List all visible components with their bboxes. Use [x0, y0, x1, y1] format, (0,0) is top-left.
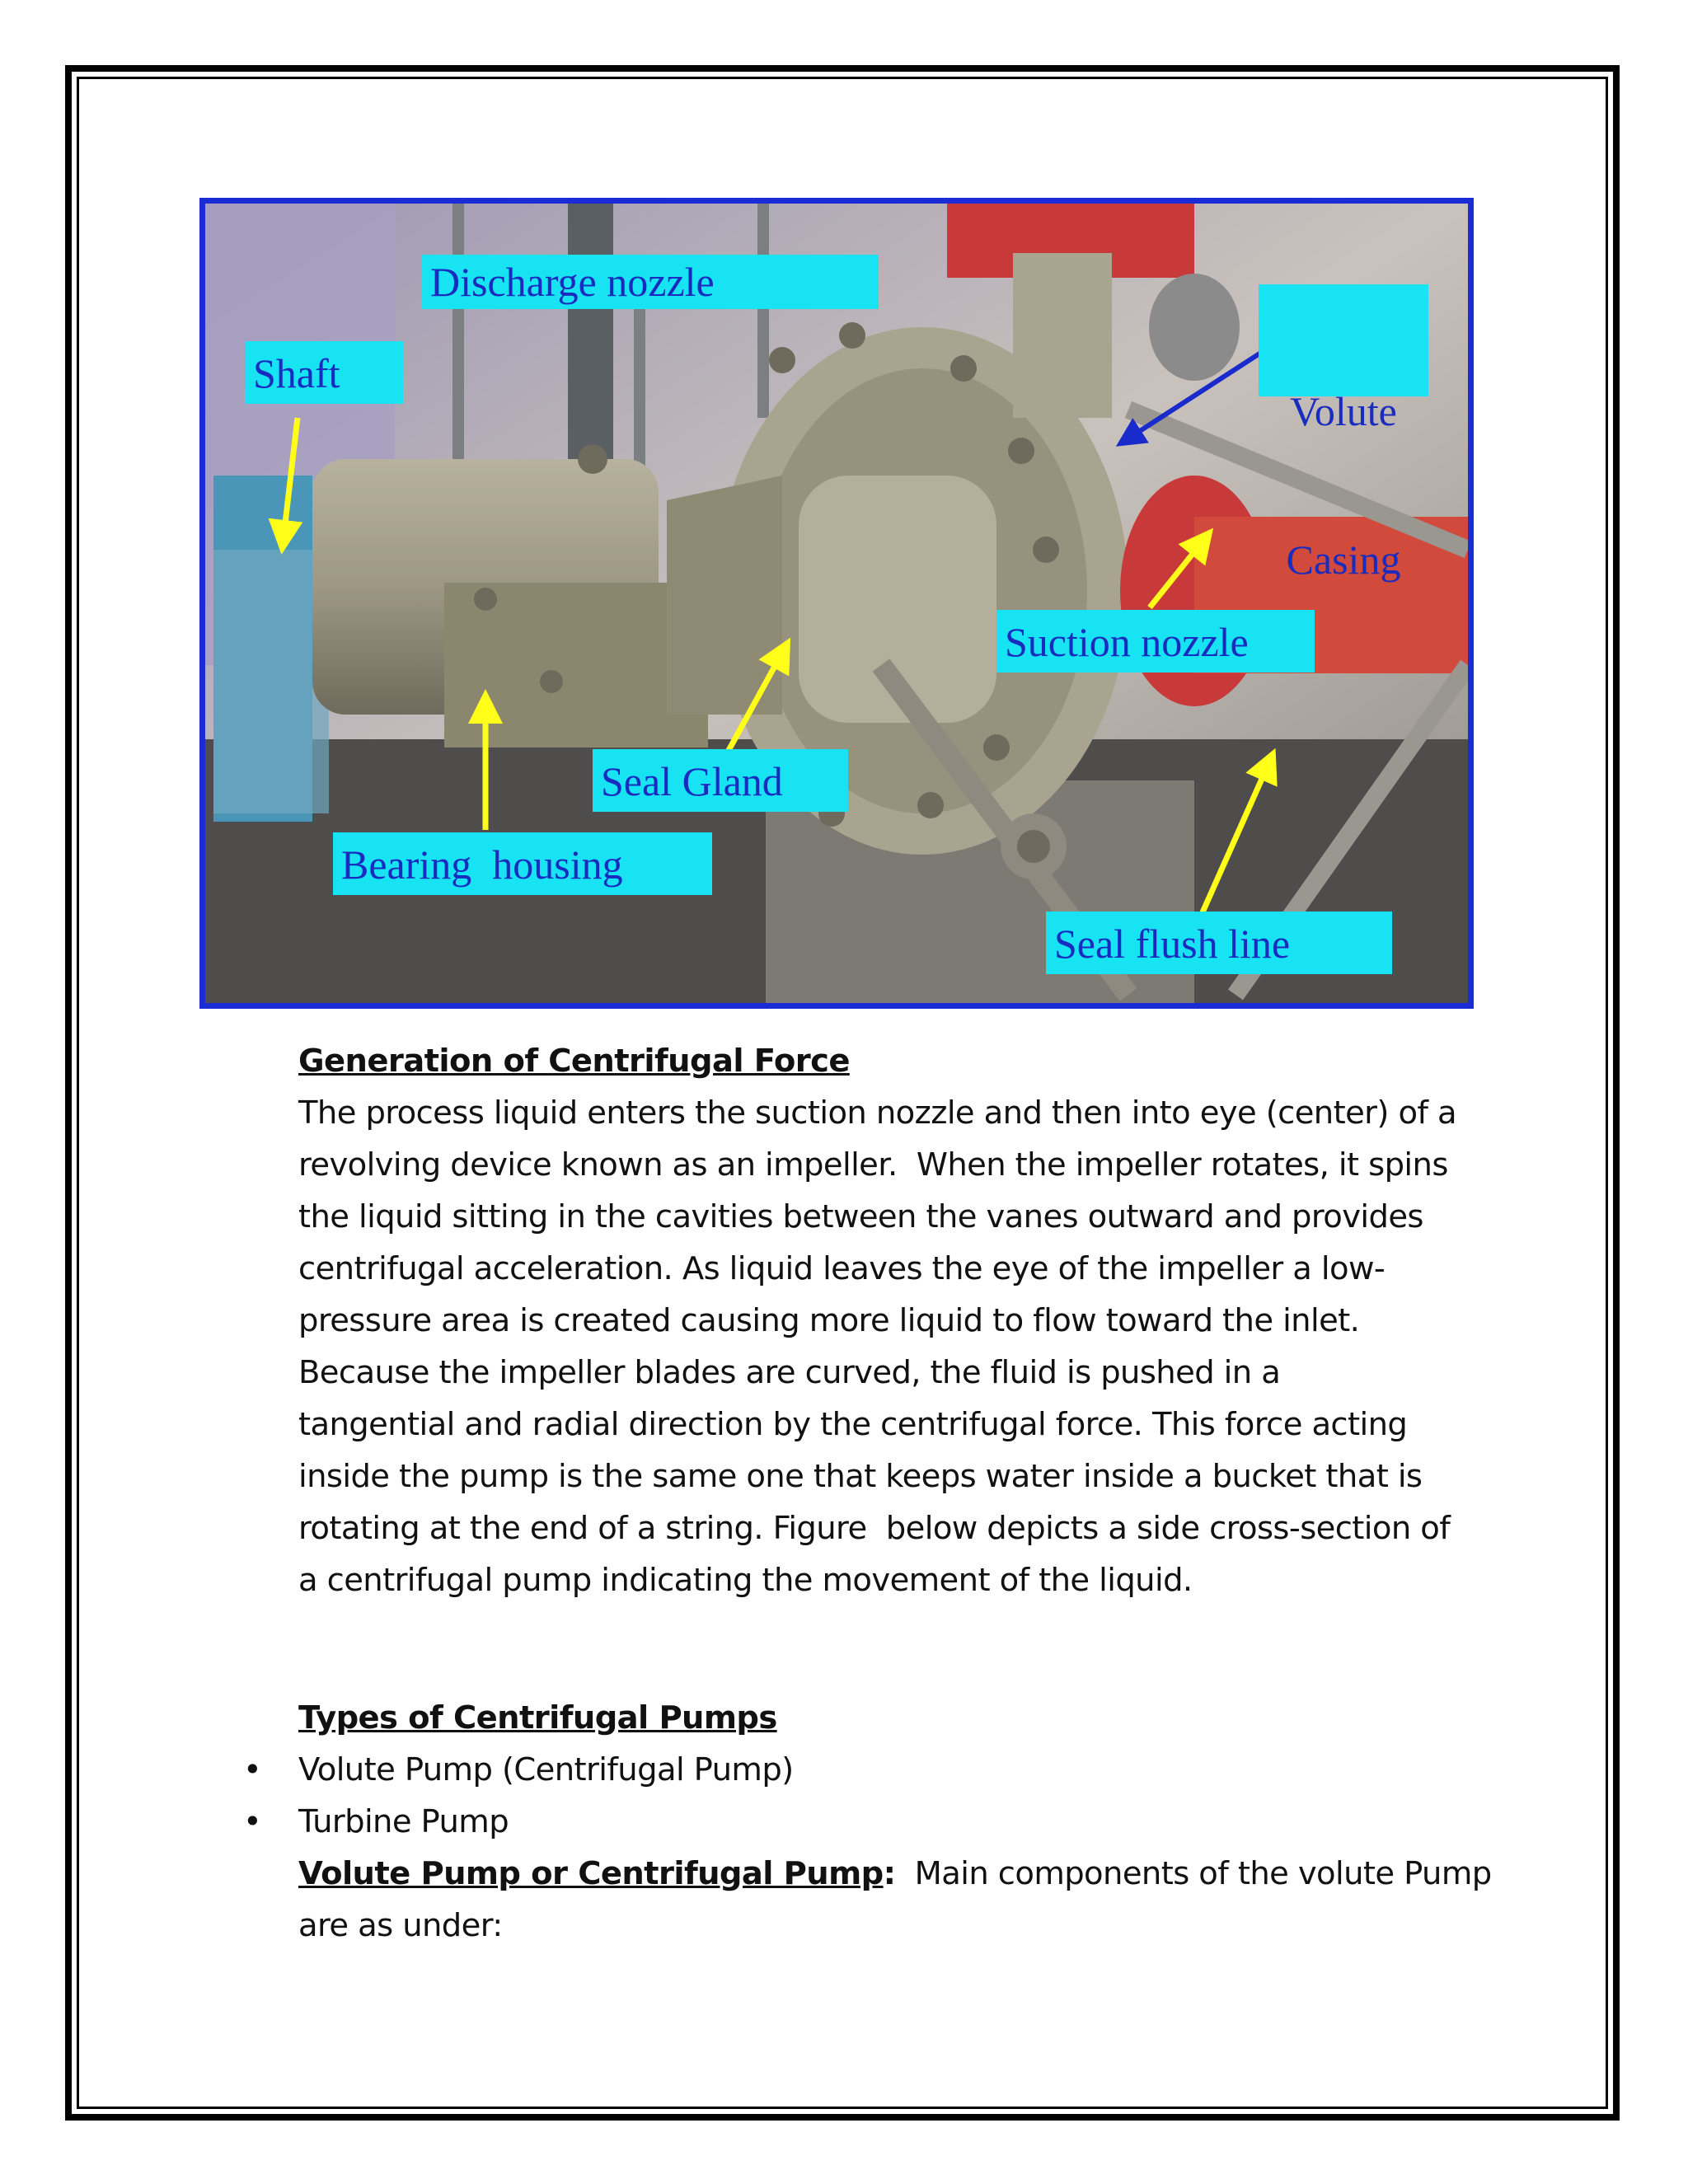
paragraph-line: rotating at the end of a string. Figure below depicts a side cross-section of	[298, 1510, 1451, 1547]
label-bearing-housing: Bearing housing	[333, 832, 712, 895]
bullet-icon: •	[243, 1751, 262, 1788]
paragraph-line: centrifugal acceleration. As liquid leaves the eye of the impeller a low-	[298, 1250, 1386, 1287]
pump-photo	[199, 198, 1474, 1009]
section-heading-generation: Generation of Centrifugal Force	[298, 1043, 850, 1080]
volute-intro-line1	[298, 1848, 1492, 1900]
list-item-label: Turbine Pump	[298, 1803, 509, 1840]
section-heading-types: Types of Centrifugal Pumps	[298, 1699, 777, 1736]
label-seal-flush-line: Seal flush line	[1046, 912, 1392, 974]
label-volute-line1: Volute	[1290, 388, 1397, 434]
paragraph-line: The process liquid enters the suction nozzle and then into eye (center) of a	[298, 1094, 1457, 1132]
volute-intro-line2: are as under:	[298, 1907, 503, 1944]
bullet-icon: •	[243, 1803, 262, 1840]
section-volute-intro	[298, 1848, 1492, 1952]
paragraph-line: a centrifugal pump indicating the movement of the liquid.	[298, 1562, 1193, 1599]
paragraph-line: tangential and radial direction by the centrifugal force. This force acting	[298, 1406, 1408, 1443]
paragraph-line: the liquid sitting in the cavities between the vanes outward and provides	[298, 1198, 1423, 1235]
label-volute-casing	[1259, 284, 1428, 583]
paragraph-line: Because the impeller blades are curved, the fluid is pushed in a	[298, 1354, 1281, 1391]
list-item-label: Volute Pump (Centrifugal Pump)	[298, 1751, 794, 1788]
paragraph-line: pressure area is created causing more liquid to flow toward the inlet.	[298, 1302, 1360, 1339]
label-suction-nozzle: Suction nozzle	[996, 610, 1315, 673]
sub-heading-colon: :	[883, 1855, 896, 1892]
section-types-heading-block	[298, 1692, 1485, 1744]
label-shaft: Shaft	[245, 341, 403, 404]
paragraph-line: revolving device known as an impeller. When the impeller rotates, it spins	[298, 1146, 1448, 1183]
paragraph-line: inside the pump is the same one that keeps water inside a bucket that is	[298, 1458, 1423, 1495]
sub-heading-volute-pump: Volute Pump or Centrifugal Pump	[298, 1855, 884, 1892]
list-item	[243, 1796, 509, 1848]
label-volute-line2: Casing	[1286, 537, 1401, 583]
section-generation	[298, 1035, 1485, 1606]
label-discharge-nozzle: Discharge nozzle	[422, 255, 879, 309]
label-seal-gland: Seal Gland	[593, 749, 848, 812]
volute-intro-text: Main components of the volute Pump	[895, 1855, 1492, 1892]
list-item	[243, 1744, 794, 1796]
